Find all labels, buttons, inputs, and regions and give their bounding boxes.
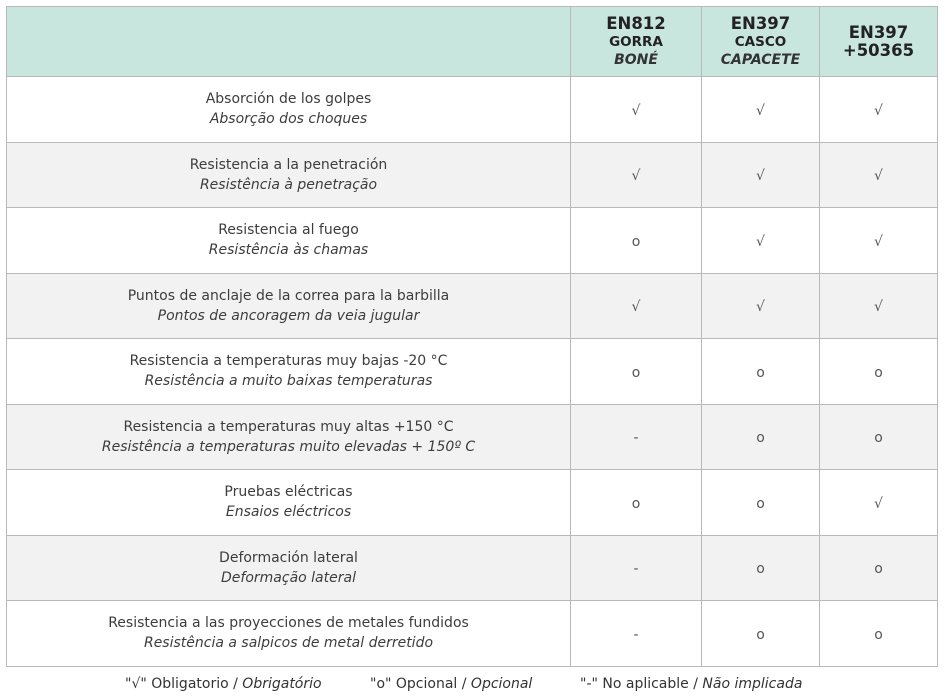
row-label-pt: Resistência a temperaturas muito elevadas + 150º C xyxy=(101,438,476,455)
value-cell xyxy=(820,273,938,339)
value-symbol: √ xyxy=(756,233,765,250)
legend-item-not-applicable xyxy=(580,674,802,694)
header-label-pt: CAPACETE xyxy=(720,51,801,68)
value-symbol: √ xyxy=(874,495,883,512)
value-symbol: o xyxy=(756,495,765,512)
header-blank-cell xyxy=(7,7,571,77)
value-cell xyxy=(702,273,820,339)
row-label-pt: Deformação lateral xyxy=(221,569,356,586)
value-symbol: o xyxy=(631,495,641,512)
value-symbol: √ xyxy=(631,102,641,119)
legend-label-pt: Obrigatório xyxy=(242,676,322,692)
value-symbol: - xyxy=(633,626,639,643)
table-row xyxy=(7,470,938,536)
legend-label-es: "-" No aplicable / xyxy=(580,676,698,692)
value-cell xyxy=(820,404,938,470)
value-symbol: - xyxy=(633,430,639,447)
row-label-es: Puntos de anclaje de la correa para la barbilla xyxy=(127,287,450,304)
row-label-es: Resistencia a temperaturas muy bajas -20 °C xyxy=(129,353,448,370)
value-cell xyxy=(571,208,702,274)
value-symbol: o xyxy=(874,364,883,381)
value-symbol: o xyxy=(631,364,641,381)
value-cell xyxy=(571,273,702,339)
header-label-pt: BONÉ xyxy=(614,51,658,68)
value-cell xyxy=(571,339,702,405)
value-cell xyxy=(702,601,820,667)
standards-table xyxy=(6,6,938,667)
row-label-cell xyxy=(7,470,571,536)
value-cell xyxy=(820,208,938,274)
row-label-cell xyxy=(7,601,571,667)
value-cell xyxy=(702,77,820,143)
legend-label-pt: Não implicada xyxy=(702,676,803,692)
value-symbol: - xyxy=(633,561,639,578)
value-symbol: √ xyxy=(874,299,883,316)
row-label-pt: Resistência a salpicos de metal derretido xyxy=(143,635,434,652)
header-row xyxy=(7,7,938,77)
row-label-pt: Ensaios eléctricos xyxy=(225,504,352,521)
table-row xyxy=(7,339,938,405)
value-symbol: √ xyxy=(756,299,765,316)
value-symbol: √ xyxy=(874,168,883,185)
header-code: EN812 xyxy=(606,13,666,33)
table-row xyxy=(7,404,938,470)
row-label-es: Pruebas eléctricas xyxy=(224,484,353,501)
legend xyxy=(0,674,945,694)
value-cell xyxy=(702,404,820,470)
row-label-es: Absorción de los golpes xyxy=(205,91,372,108)
value-symbol: √ xyxy=(874,102,883,119)
row-label-pt: Resistência à penetração xyxy=(199,176,378,193)
legend-label-es: "√" Obligatorio / xyxy=(125,676,238,692)
table-row xyxy=(7,601,938,667)
value-cell xyxy=(702,208,820,274)
row-label-cell xyxy=(7,142,571,208)
header-en812 xyxy=(571,7,702,77)
row-label-cell xyxy=(7,273,571,339)
value-symbol: √ xyxy=(756,102,765,119)
value-cell xyxy=(571,404,702,470)
value-cell xyxy=(820,142,938,208)
value-cell xyxy=(702,470,820,536)
header-code: EN397 xyxy=(848,22,909,42)
header-code-suffix: +50365 xyxy=(842,40,915,60)
row-label-es: Deformación lateral xyxy=(219,549,358,566)
row-label-cell xyxy=(7,77,571,143)
value-cell xyxy=(571,142,702,208)
value-cell xyxy=(702,535,820,601)
row-label-cell xyxy=(7,339,571,405)
value-cell xyxy=(571,470,702,536)
table-row xyxy=(7,273,938,339)
legend-item-mandatory xyxy=(125,674,322,694)
row-label-pt: Pontos de ancoragem da veia jugular xyxy=(157,307,420,324)
value-cell xyxy=(702,339,820,405)
table-row xyxy=(7,77,938,143)
value-symbol: o xyxy=(756,561,765,578)
row-label-es: Resistencia al fuego xyxy=(218,222,359,239)
row-label-pt: Resistência às chamas xyxy=(208,242,369,259)
row-label-cell xyxy=(7,404,571,470)
value-symbol: √ xyxy=(874,233,883,250)
row-label-es: Resistencia a la penetración xyxy=(189,156,388,173)
legend-label-es: "o" Opcional / xyxy=(370,676,467,692)
header-code: EN397 xyxy=(730,13,791,33)
table-row xyxy=(7,208,938,274)
row-label-es: Resistencia a las proyecciones de metales fundidos xyxy=(108,615,469,632)
value-cell xyxy=(702,142,820,208)
value-symbol: o xyxy=(874,430,883,447)
row-label-cell xyxy=(7,208,571,274)
value-symbol: o xyxy=(631,233,641,250)
value-symbol: √ xyxy=(631,299,641,316)
value-cell xyxy=(820,535,938,601)
legend-label-pt: Opcional xyxy=(470,676,533,692)
value-cell xyxy=(820,601,938,667)
value-symbol: o xyxy=(756,430,765,447)
header-label-es: GORRA xyxy=(609,33,663,50)
row-label-pt: Resistência a muito baixas temperaturas xyxy=(144,373,433,390)
value-cell xyxy=(820,470,938,536)
value-cell xyxy=(820,339,938,405)
table-row xyxy=(7,142,938,208)
header-en397 xyxy=(702,7,820,77)
value-symbol: √ xyxy=(631,168,641,185)
row-label-es: Resistencia a temperaturas muy altas +150 °C xyxy=(123,418,454,435)
value-cell xyxy=(571,77,702,143)
value-symbol: o xyxy=(874,626,883,643)
header-en397-50365 xyxy=(820,7,938,77)
value-cell xyxy=(571,601,702,667)
value-symbol: o xyxy=(756,364,765,381)
value-symbol: o xyxy=(874,561,883,578)
row-label-pt: Absorção dos choques xyxy=(209,111,368,128)
value-symbol: o xyxy=(756,626,765,643)
table-row xyxy=(7,535,938,601)
value-cell xyxy=(571,535,702,601)
value-cell xyxy=(820,77,938,143)
legend-item-optional xyxy=(370,674,532,694)
value-symbol: √ xyxy=(756,168,765,185)
header-label-es: CASCO xyxy=(734,33,787,50)
row-label-cell xyxy=(7,535,571,601)
